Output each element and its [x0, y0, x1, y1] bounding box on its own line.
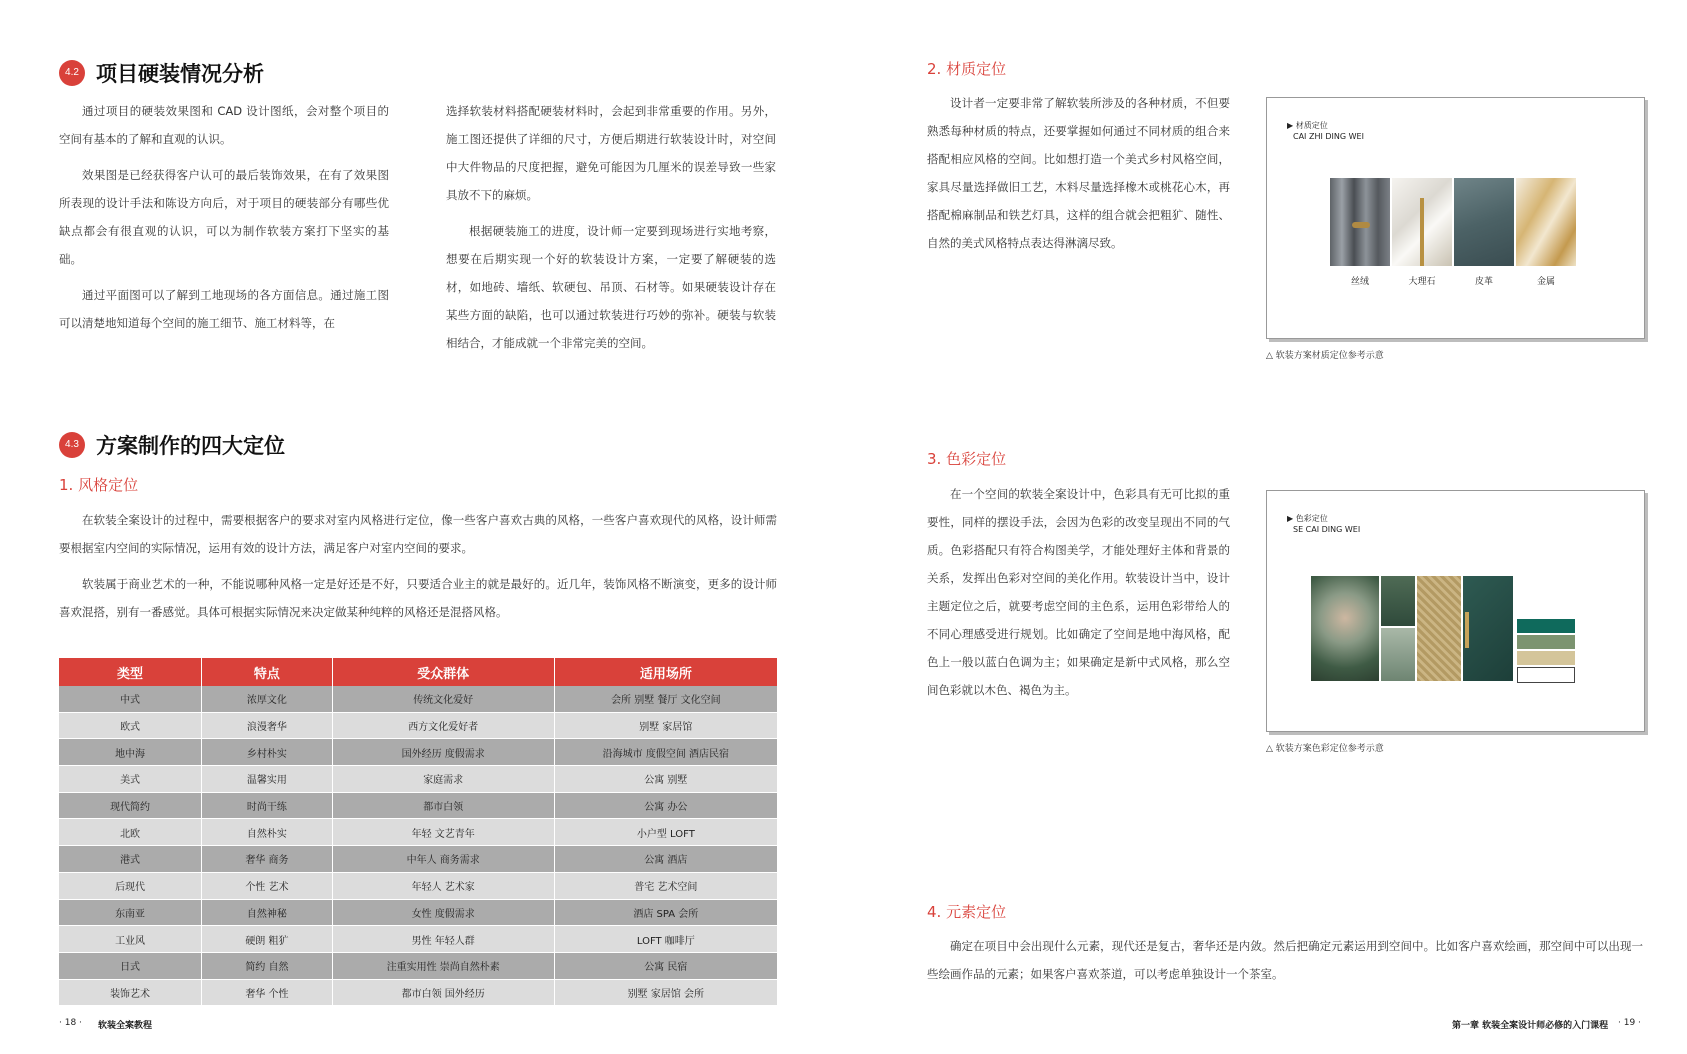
palette-swatch — [1517, 619, 1575, 633]
footer-book-title: 软装全案教程 — [98, 1021, 153, 1031]
paragraph: 确定在项目中会出现什么元素，现代还是复古，奢华还是内敛。然后把确定元素运用到空间中。比如客户喜欢绘画，那空间中可以出现一些绘画作品的元素；如果客户喜欢茶道，可以考虑单独设计一个茶室。 — [927, 939, 1643, 981]
table-cell: 年轻人 艺术家 — [332, 872, 554, 899]
table-cell: 男性 年轻人群 — [332, 926, 554, 953]
table-cell: 都市白领 国外经历 — [332, 979, 554, 1006]
green-wall-mood-image — [1463, 576, 1513, 681]
table-row — [59, 952, 777, 979]
palette-swatch — [1517, 667, 1575, 683]
table-cell: 别墅 家居馆 会所 — [554, 979, 777, 1006]
plant-mood-image — [1381, 628, 1415, 681]
table-cell: 公寓 民宿 — [554, 952, 777, 979]
table-cell: 自然朴实 — [202, 819, 333, 846]
table-cell: LOFT 咖啡厅 — [554, 926, 777, 953]
table-row — [59, 686, 777, 712]
table-cell: 后现代 — [59, 872, 202, 899]
subsection-title-material: 2. 材质定位 — [927, 60, 1007, 78]
color-reference-box — [1266, 490, 1645, 732]
table-cell: 中式 — [59, 686, 202, 712]
column-header: 受众群体 — [332, 658, 554, 686]
portrait-mood-image — [1311, 576, 1379, 681]
table-cell: 中年人 商务需求 — [332, 846, 554, 873]
subsection-title-color: 3. 色彩定位 — [927, 450, 1007, 468]
paragraph: 通过平面图可以了解到工地现场的各方面信息。通过施工图可以清楚地知道每个空间的施工细节、施工材料等，在 — [59, 288, 389, 330]
swatch-label: 大理石 — [1408, 277, 1436, 287]
swatch-label: 皮革 — [1474, 277, 1493, 287]
table-cell: 现代简约 — [59, 792, 202, 819]
table-cell: 地中海 — [59, 739, 202, 766]
style-table — [59, 658, 777, 1006]
paragraph: 在软装全案设计的过程中，需要根据客户的要求对室内风格进行定位，像一些客户喜欢古典的风格，一些客户喜欢现代的风格，设计师需要根据室内空间的实际情况，运用有效的设计方法，满足客户对室内空间的要求。 — [59, 513, 777, 555]
paragraph: 选择软装材料搭配硬装材料时，会起到非常重要的作用。另外，施工图还提供了详细的尺寸，方便后期进行软装设计时，对空间中大件物品的尺度把握，避免可能因为几厘米的误差导致一些家具放不下的麻烦。 — [446, 104, 776, 202]
style-positioning-text — [59, 506, 777, 626]
gold-bar-detail — [1420, 198, 1424, 266]
paragraph: 软装属于商业艺术的一种，不能说哪种风格一定是好还是不好，只要适合业主的就是最好的。近几年，装饰风格不断演变，更多的设计师喜欢混搭，别有一番感觉。具体可根据实际情况来决定做某种纯粹的风格还是混搭风格。 — [59, 577, 777, 619]
paragraph: 根据硬装施工的进度，设计师一定要到现场进行实地考察，想要在后期实现一个好的软装设计方案，一定要了解硬装的选材，如地砖、墙纸、软硬包、吊顶、石材等。如果硬装设计存在某些方面的缺陷，也可以通过软装进行巧妙的弥补。硬装与软装相结合，才能成就一个非常完美的空间。 — [446, 224, 776, 350]
table-cell: 年轻 文艺青年 — [332, 819, 554, 846]
box-subtitle: SE CAI DING WEI — [1293, 525, 1361, 534]
table-cell: 小户型 LOFT — [554, 819, 777, 846]
table-row — [59, 712, 777, 739]
tieback-detail — [1352, 222, 1370, 228]
table-cell: 港式 — [59, 846, 202, 873]
subsection-title-style: 1. 风格定位 — [59, 476, 139, 494]
paragraph: 效果图是已经获得客户认可的最后装饰效果，在有了效果图所表现的设计手法和陈设方向后，对于项目的硬装部分有哪些优缺点都会有很直观的认识，可以为制作软装方案打下坚实的基础。 — [59, 168, 389, 266]
table-cell: 个性 艺术 — [202, 872, 333, 899]
column-header: 适用场所 — [554, 658, 777, 686]
palette-swatch — [1517, 651, 1575, 665]
swatch-label: 丝绒 — [1350, 277, 1369, 287]
table-cell: 简约 自然 — [202, 952, 333, 979]
velvet-swatch-image — [1330, 178, 1390, 266]
section-title-4-3: 方案制作的四大定位 — [96, 433, 285, 458]
swatch-label: 金属 — [1536, 277, 1555, 287]
column-header: 特点 — [202, 658, 333, 686]
table-cell: 欧式 — [59, 712, 202, 739]
column-header: 类型 — [59, 658, 202, 686]
table-cell: 奢华 商务 — [202, 846, 333, 873]
footer-chapter-title: 第一章 软装全案设计师必修的入门课程 — [1452, 1021, 1609, 1031]
table-cell: 别墅 家居馆 — [554, 712, 777, 739]
table-cell: 公寓 酒店 — [554, 846, 777, 873]
table-cell: 注重实用性 崇尚自然朴素 — [332, 952, 554, 979]
box-title: ▶ 材质定位 — [1287, 121, 1328, 130]
section-badge-4-2: 4.2 — [59, 60, 85, 86]
table-cell: 工业风 — [59, 926, 202, 953]
table-cell: 东南亚 — [59, 899, 202, 926]
metal-swatch-image — [1516, 178, 1576, 266]
marble-swatch-image — [1392, 178, 1452, 266]
paragraph: 通过项目的硬装效果图和 CAD 设计图纸，会对整个项目的空间有基本的了解和直观的认识。 — [59, 104, 389, 146]
section-title-4-2: 项目硬装情况分析 — [96, 61, 264, 86]
table-cell: 酒店 SPA 会所 — [554, 899, 777, 926]
table-cell: 时尚干练 — [202, 792, 333, 819]
table-cell: 普宅 艺术空间 — [554, 872, 777, 899]
table-cell: 乡村朴实 — [202, 739, 333, 766]
table-row — [59, 979, 777, 1006]
table-cell: 沿海城市 度假空间 酒店民宿 — [554, 739, 777, 766]
table-cell: 国外经历 度假需求 — [332, 739, 554, 766]
material-reference-box — [1266, 97, 1645, 339]
table-cell: 家庭需求 — [332, 766, 554, 793]
table-row — [59, 739, 777, 766]
section-4-2-column-2 — [446, 97, 776, 357]
material-caption: △ 软装方案材质定位参考示意 — [1266, 351, 1384, 361]
table-cell: 会所 别墅 餐厅 文化空间 — [554, 686, 777, 712]
brass-handle-detail — [1465, 612, 1469, 648]
table-cell: 女性 度假需求 — [332, 899, 554, 926]
table-cell: 温馨实用 — [202, 766, 333, 793]
table-row — [59, 819, 777, 846]
table-cell: 浪漫奢华 — [202, 712, 333, 739]
table-cell: 硬朗 粗犷 — [202, 926, 333, 953]
table-row — [59, 926, 777, 953]
table-cell: 公寓 别墅 — [554, 766, 777, 793]
table-cell: 公寓 办公 — [554, 792, 777, 819]
color-text — [927, 480, 1230, 704]
box-subtitle: CAI ZHI DING WEI — [1293, 132, 1364, 141]
foliage-mood-image — [1381, 576, 1415, 626]
table-cell: 西方文化爱好者 — [332, 712, 554, 739]
leather-swatch-image — [1454, 178, 1514, 266]
table-cell: 北欧 — [59, 819, 202, 846]
table-cell: 自然神秘 — [202, 899, 333, 926]
rattan-mood-image — [1417, 576, 1461, 681]
section-badge-4-3: 4.3 — [59, 432, 85, 458]
table-row — [59, 766, 777, 793]
box-title: ▶ 色彩定位 — [1287, 514, 1328, 523]
table-row — [59, 846, 777, 873]
table-row — [59, 872, 777, 899]
paragraph: 在一个空间的软装全案设计中，色彩具有无可比拟的重要性，同样的摆设手法，会因为色彩的改变呈现出不同的气质。色彩搭配只有符合构图美学，才能处理好主体和背景的关系，发挥出色彩对空间的美化作用。软装设计当中，设计主题定位之后，就要考虑空间的主色系，运用色彩带给人的不同心理感受进行规划。比如确定了空间是地中海风格，配色上一般以蓝白色调为主；如果确定是新中式风格，那么空间色彩就以木色、褐色为主。 — [927, 487, 1230, 697]
table-cell: 奢华 个性 — [202, 979, 333, 1006]
subsection-title-element: 4. 元素定位 — [927, 903, 1007, 921]
section-4-2-column-1 — [59, 97, 389, 337]
paragraph: 设计者一定要非常了解软装所涉及的各种材质，不但要熟悉每种材质的特点，还要掌握如何通过不同材质的组合来搭配相应风格的空间。比如想打造一个美式乡村风格空间，家具尽量选择做旧工艺，木料尽量选择橡木或桃花心木，再搭配棉麻制品和铁艺灯具，这样的组合就会把粗犷、随性、自然的美式风格特点表达得淋漓尽致。 — [927, 96, 1230, 250]
footer-page-number-left: · 18 · — [59, 1018, 82, 1028]
table-cell: 装饰艺术 — [59, 979, 202, 1006]
footer-page-number-right: · 19 · — [1618, 1018, 1641, 1028]
color-palette — [1517, 619, 1575, 685]
material-text — [927, 89, 1230, 257]
element-text — [927, 932, 1643, 988]
table-row — [59, 899, 777, 926]
table-cell: 日式 — [59, 952, 202, 979]
color-caption: △ 软装方案色彩定位参考示意 — [1266, 744, 1384, 754]
table-cell: 美式 — [59, 766, 202, 793]
table-cell: 都市白领 — [332, 792, 554, 819]
table-row — [59, 792, 777, 819]
table-cell: 传统文化爱好 — [332, 686, 554, 712]
palette-swatch — [1517, 635, 1575, 649]
table-cell: 浓厚文化 — [202, 686, 333, 712]
table-header-row — [59, 658, 777, 686]
